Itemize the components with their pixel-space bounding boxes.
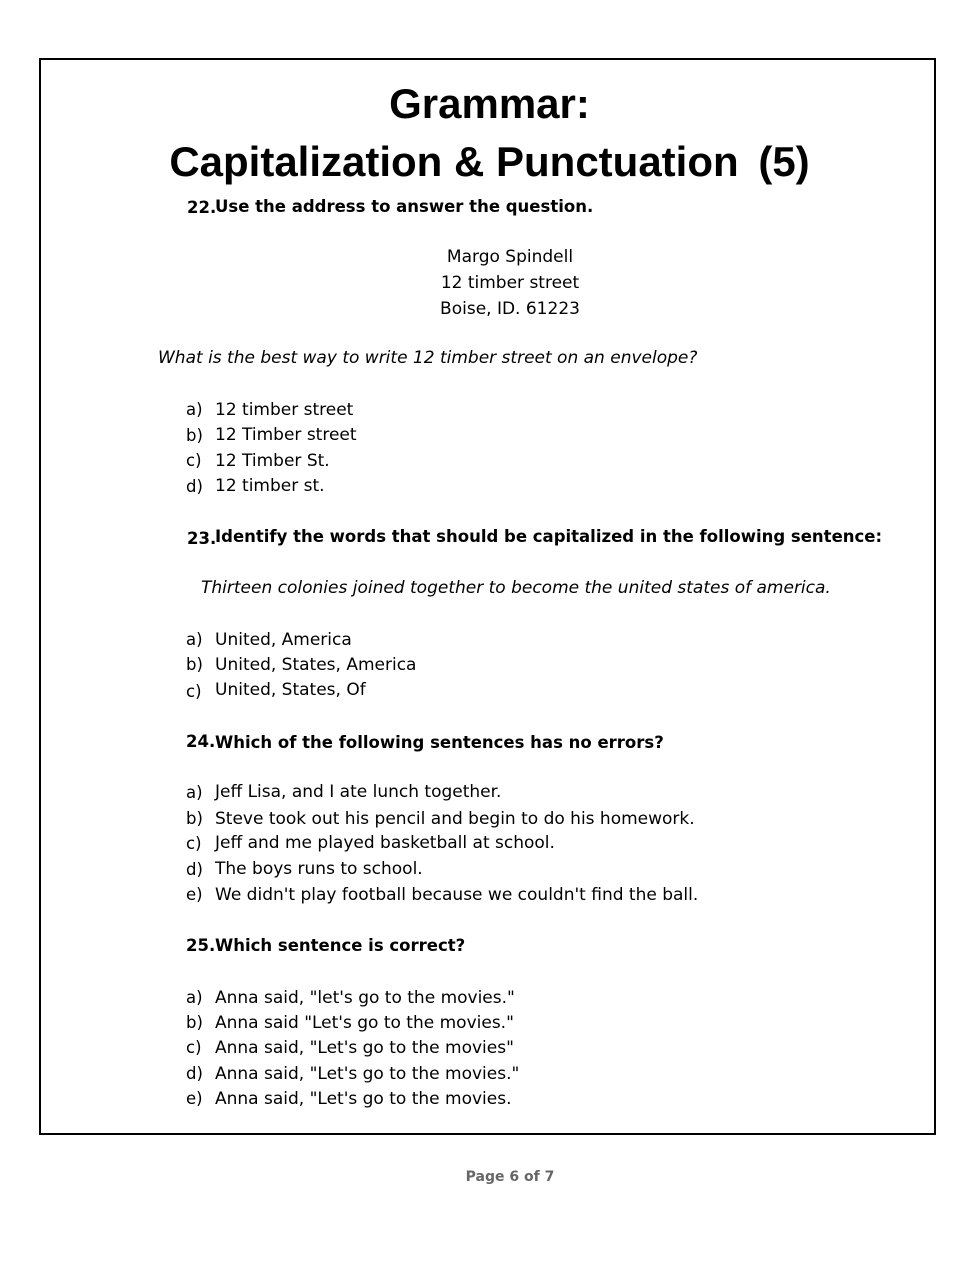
q25-option-b-text[interactable]: Anna said "Let's go to the movies." [215,1013,514,1033]
q25-option-d-letter: d) [186,1064,203,1083]
q25-option-d-text[interactable]: Anna said, "Let's go to the movies." [215,1064,520,1084]
q24-option-e-letter: e) [186,885,203,904]
question-25-number: 25. [186,936,216,955]
q25-option-e-text[interactable]: Anna said, "Let's go to the movies. [215,1089,512,1109]
q22-option-d-text[interactable]: 12 timber st. [215,476,325,496]
address-line-name: Margo Spindell [446,247,574,267]
q22-option-a-text[interactable]: 12 timber street [215,400,354,420]
q22-option-d-letter: d) [186,477,203,496]
q24-option-a-letter: a) [186,783,203,802]
q25-option-a-text[interactable]: Anna said, "let's go to the movies." [215,988,515,1008]
page-title-line2 [0,138,979,186]
q23-option-a-letter: a) [186,630,203,649]
q23-option-c-text[interactable]: United, States, Of [215,680,366,700]
question-24-text: Which of the following sentences has no errors? [215,733,664,752]
q24-option-b-text[interactable]: Steve took out his pencil and begin to do his homework. [215,809,695,829]
address-line-city: Boise, ID. 61223 [440,299,580,319]
q25-option-a-letter: a) [186,988,203,1007]
q23-option-c-letter: c) [186,682,202,701]
question-22-prompt: What is the best way to write 12 timber street on an envelope? [158,348,698,368]
q24-option-c-text[interactable]: Jeff and me played basketball at school. [215,833,555,853]
q22-option-c-text[interactable]: 12 Timber St. [215,451,330,471]
q22-option-c-letter: c) [186,451,202,470]
q24-option-d-letter: d) [186,860,203,879]
address-line-street: 12 timber street [440,273,580,293]
page-number: Page 6 of 7 [465,1169,555,1185]
question-23-number: 23. [187,529,217,548]
question-23-prompt: Thirteen colonies joined together to become the united states of america. [201,578,831,598]
page-title-subject: Capitalization & Punctuation [169,138,739,185]
question-25-text: Which sentence is correct? [215,936,466,955]
q25-option-c-letter: c) [186,1038,202,1057]
question-23-text: Identify the words that should be capitalized in the following sentence: [215,527,883,546]
q23-option-a-text[interactable]: United, America [215,630,352,650]
question-22-number: 22. [187,198,217,217]
q24-option-a-text[interactable]: Jeff Lisa, and I ate lunch together. [215,782,502,802]
q24-option-b-letter: b) [186,809,203,828]
q22-option-a-letter: a) [186,400,203,419]
q22-option-b-text[interactable]: 12 Timber street [215,425,357,445]
q25-option-c-text[interactable]: Anna said, "Let's go to the movies" [215,1038,514,1058]
page-title-line1: Grammar: [389,80,590,127]
q25-option-e-letter: e) [186,1089,203,1108]
q22-option-b-letter: b) [186,426,203,445]
question-22-text: Use the address to answer the question. [215,197,594,216]
question-24-number: 24. [186,732,216,751]
q24-option-e-text[interactable]: We didn't play football because we couldn't find the ball. [215,885,699,905]
q25-option-b-letter: b) [186,1013,203,1032]
q23-option-b-text[interactable]: United, States, America [215,655,417,675]
q24-option-d-text[interactable]: The boys runs to school. [215,859,423,879]
q24-option-c-letter: c) [186,834,202,853]
q23-option-b-letter: b) [186,655,203,674]
question-count: (5) [758,138,810,185]
